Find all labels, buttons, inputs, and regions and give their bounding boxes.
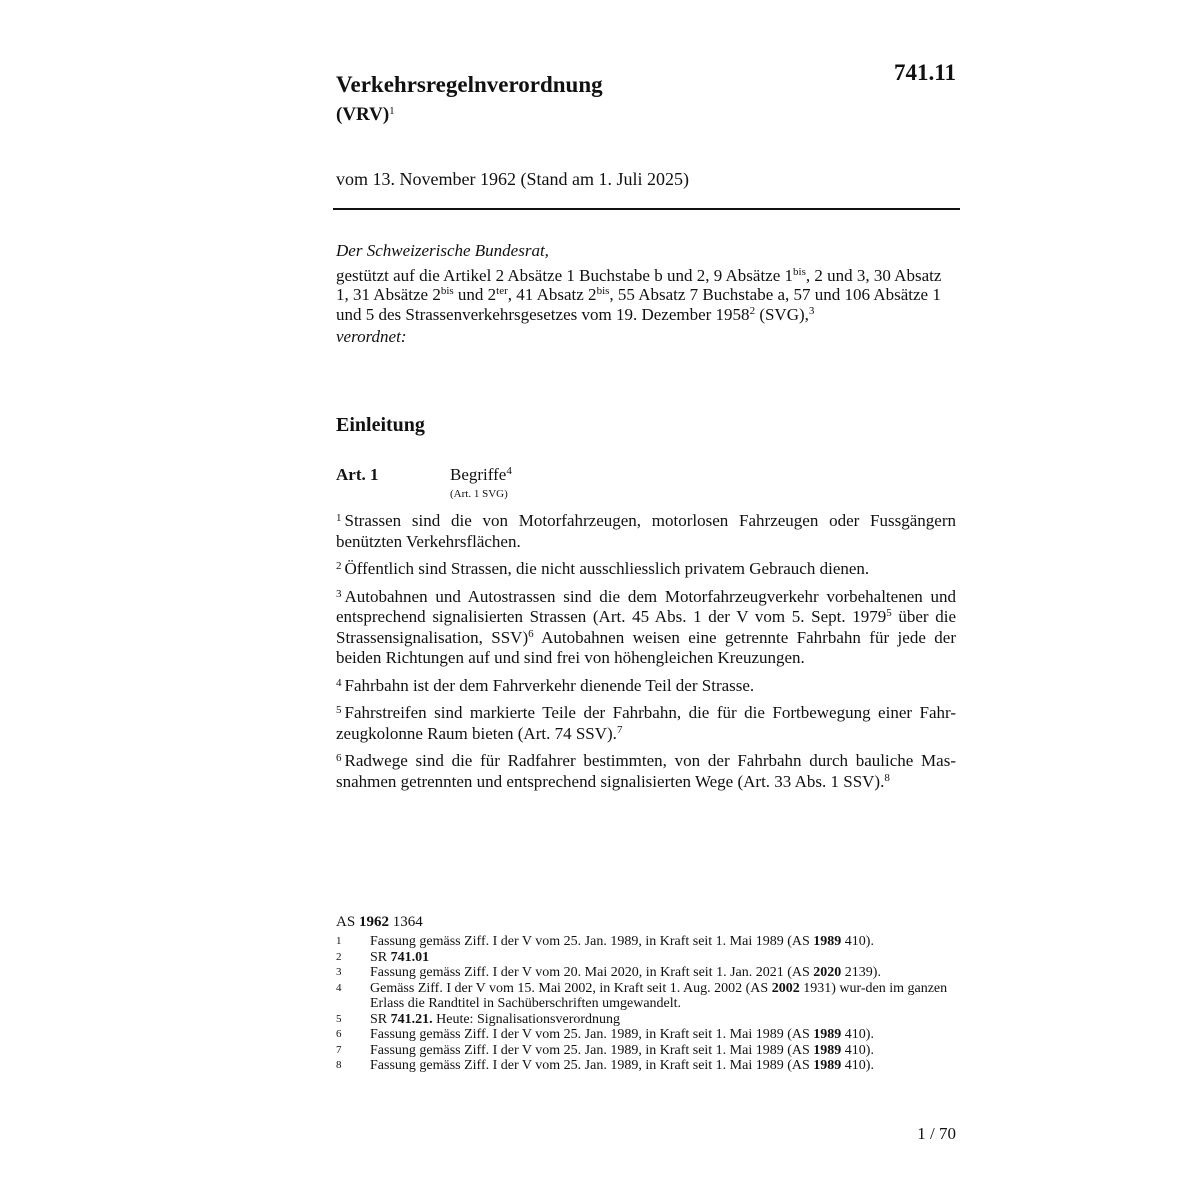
footnote-text-part: SR xyxy=(370,949,391,965)
official-compilation-ref xyxy=(336,914,423,931)
footnote-ref-3[interactable]: 3 xyxy=(808,304,815,317)
paragraph-text: Fahrstreifen sind markierte Teile der Fahrbahn, die für die Fortbewegung einer Fahr-zeugkolonne Raum bieten (Art. 74 SSV). xyxy=(336,703,956,743)
as-prefix: AS xyxy=(336,914,359,930)
footnote-number: 4 xyxy=(336,981,342,994)
footnote-number: 3 xyxy=(336,966,342,978)
paragraph xyxy=(336,559,956,580)
document-abbreviation xyxy=(336,104,395,126)
paragraph-number: 2 xyxy=(336,560,342,572)
paragraph-number: 5 xyxy=(336,704,342,716)
footnote-number: 5 xyxy=(336,1012,342,1025)
footnote-text xyxy=(370,934,956,950)
footnote-text xyxy=(370,965,956,981)
footnote-text-part: Fassung gemäss Ziff. I der V vom 20. Mai 2020, in Kraft seit 1. Jan. 2021 (AS xyxy=(370,965,814,980)
footnote-ref-7[interactable]: 7 xyxy=(616,723,623,736)
footnote-text xyxy=(370,950,956,966)
paragraph-text: Öffentlich sind Strassen, die nicht ausschliesslich privatem Gebrauch dienen. xyxy=(344,559,870,578)
article-title-text: Begriffe xyxy=(450,465,507,484)
footnote-text xyxy=(370,1012,956,1028)
footnote xyxy=(336,981,956,1012)
footnote-text xyxy=(370,1043,956,1059)
footnote xyxy=(336,1043,956,1059)
footnote-text-part: Gemäss Ziff. I der V vom 15. Mai 2002, in Kraft seit 1. Aug. 2002 (AS xyxy=(370,980,772,996)
footnote-text-part: Fassung gemäss Ziff. I der V vom 25. Jan. 1989, in Kraft seit 1. Mai 1989 (AS xyxy=(370,1042,814,1058)
footnote-number: 6 xyxy=(336,1028,342,1040)
paragraph-text: Strassen sind die von Motorfahrzeugen, motorlosen Fahrzeugen oder Fussgängern benützten Verkehrsflächen. xyxy=(336,511,956,551)
article-number: Art. 1 xyxy=(336,465,379,484)
footnote-ref-1[interactable]: 1 xyxy=(389,105,395,117)
ordains: verordnet: xyxy=(336,327,407,346)
legal-basis-text: , 55 Absatz 7 Buchstabe a, 57 und 106 Absätze 1 und 5 des Strassenverkehrsgesetzes vom 19. Dezember 1958 xyxy=(336,285,941,324)
footnote-text-part: 1931) wur-den im ganzen Erlass die Randtitel in Sachüberschriften umgewandelt. xyxy=(370,980,948,1011)
footnote xyxy=(336,1058,956,1074)
legal-basis-text: gestützt auf die Artikel 2 Absätze 1 Buchstabe b und 2, 9 Absätze 1 xyxy=(336,265,794,285)
legal-basis-text: und 2 xyxy=(453,285,497,304)
footnote xyxy=(336,934,956,950)
document-date: vom 13. November 1962 (Stand am 1. Juli 2025) xyxy=(336,169,689,189)
enacting-authority: Der Schweizerische Bundesrat, xyxy=(336,241,549,260)
footnote-text-part: 2139). xyxy=(841,965,881,980)
paragraph-number: 6 xyxy=(336,752,342,764)
footnote-ref-4[interactable]: 4 xyxy=(506,465,512,477)
paragraph xyxy=(336,676,956,697)
paragraph-text: über die Strassensignalisation, SSV) xyxy=(336,607,956,647)
footnote-text xyxy=(370,1027,956,1043)
footnote-number: 8 xyxy=(336,1059,342,1071)
paragraph xyxy=(336,703,956,744)
header-divider xyxy=(333,208,960,210)
paragraph-text: Fahrbahn ist der dem Fahrverkehr dienende Teil der Strasse. xyxy=(344,675,755,695)
footnote-text-part: SR xyxy=(370,1011,391,1027)
footnote-bold: 1989 xyxy=(813,1027,842,1042)
footnote xyxy=(336,950,956,966)
sr-number: 741.11 xyxy=(894,60,956,85)
footnote-bold: 1989 xyxy=(813,934,842,949)
section-heading: Einleitung xyxy=(336,414,425,436)
article-reference: (Art. 1 SVG) xyxy=(450,488,508,500)
footnote-bold: 741.01 xyxy=(390,949,430,965)
footnote-text-part: Fassung gemäss Ziff. I der V vom 25. Jan. 1989, in Kraft seit 1. Mai 1989 (AS xyxy=(370,1058,814,1073)
footnote-bold: 741.21. xyxy=(390,1011,433,1027)
footnote-number: 2 xyxy=(336,950,342,963)
footnote-bold: 2002 xyxy=(771,980,800,996)
footnote-text-part: 410). xyxy=(841,934,874,949)
paragraph-number: 3 xyxy=(336,587,342,600)
as-year: 1962 xyxy=(358,914,389,930)
footnote-text xyxy=(370,981,956,1012)
paragraph xyxy=(336,511,956,552)
footnote-ref-6[interactable]: 6 xyxy=(528,627,534,640)
footnote-text-part: 410). xyxy=(841,1058,874,1073)
footnote-text-part: Fassung gemäss Ziff. I der V vom 25. Jan. 1989, in Kraft seit 1. Mai 1989 (AS xyxy=(370,1027,814,1042)
legal-basis-text: , 2 und 3, 30 Absatz 1, 31 Absätze 2 xyxy=(336,265,942,304)
footnote-bold: 1989 xyxy=(813,1042,842,1058)
legal-basis-text: (SVG), xyxy=(755,304,809,324)
footnote-text-part: Heute: Signalisationsverordnung xyxy=(432,1011,621,1027)
footnote xyxy=(336,1012,956,1028)
paragraph-text: Radwege sind die für Radfahrer bestimmten, von der Fahrbahn durch bauliche Mas-snahmen getrennten und entsprechend signalisierten Wege (Art. 33 Abs. 1 SSV). xyxy=(336,751,956,791)
footnotes xyxy=(336,934,956,1074)
footnote-ref-2[interactable]: 2 xyxy=(749,304,756,317)
footnote xyxy=(336,965,956,981)
as-page: 1364 xyxy=(388,914,423,930)
legal-basis xyxy=(336,266,956,325)
superscript-bis: bis xyxy=(793,265,806,278)
superscript-ter: ter xyxy=(496,285,508,297)
footnote-ref-5[interactable]: 5 xyxy=(886,607,892,619)
paragraph-number: 4 xyxy=(336,676,342,689)
abbreviation-text: (VRV) xyxy=(336,104,390,125)
preamble xyxy=(336,241,956,347)
article-paragraphs xyxy=(336,511,956,799)
paragraph-text: Autobahnen und Autostrassen sind die dem Motorfahrzeugverkehr vorbehaltenen und entsprechend signalisierten Strassen (Art. 45 Abs. 1 der V vom 5. Sept. 1979 xyxy=(336,586,956,626)
footnote-text-part: Fassung gemäss Ziff. I der V vom 25. Jan. 1989, in Kraft seit 1. Mai 1989 (AS xyxy=(370,934,814,949)
legal-basis-text: , 41 Absatz 2 xyxy=(507,285,597,304)
superscript-bis: bis xyxy=(440,285,454,297)
footnote xyxy=(336,1027,956,1043)
footnote-ref-8[interactable]: 8 xyxy=(884,771,890,784)
footnote-text-part: 410). xyxy=(841,1042,874,1058)
paragraph-text: Autobahnen weisen eine getrennte Fahrbahn für jede der beiden Richtungen auf und sind frei von höhengleichen Kreuzungen. xyxy=(336,627,956,667)
footnote-text xyxy=(370,1058,956,1074)
footnote-number: 1 xyxy=(336,935,342,947)
article-title xyxy=(450,465,512,485)
footnote-number: 7 xyxy=(336,1043,342,1056)
paragraph xyxy=(336,751,956,792)
paragraph-number: 1 xyxy=(336,512,342,524)
paragraph xyxy=(336,587,956,669)
document-title: Verkehrsregelnverordnung xyxy=(336,72,603,97)
footnote-bold: 2020 xyxy=(813,965,842,980)
footnote-bold: 1989 xyxy=(813,1058,842,1073)
superscript-bis: bis xyxy=(596,285,610,297)
page-number: 1 / 70 xyxy=(917,1124,956,1143)
footnote-text-part: 410). xyxy=(841,1027,874,1042)
